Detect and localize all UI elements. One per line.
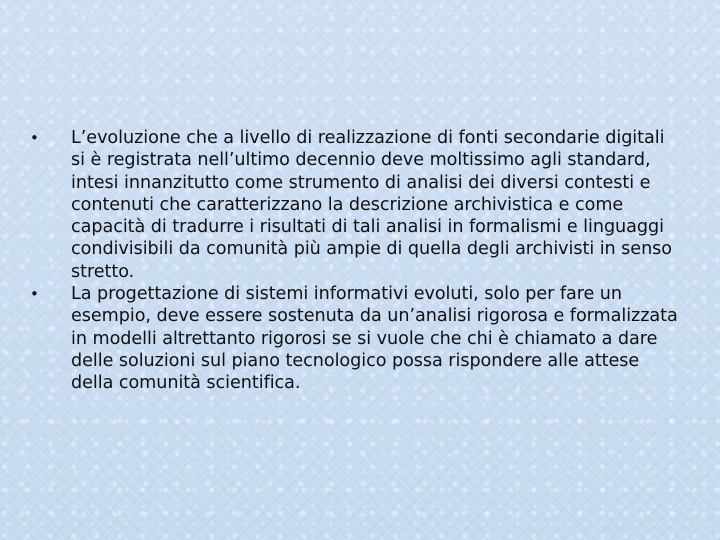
bullet-list [30, 127, 680, 395]
bullet-icon: • [30, 285, 39, 304]
bullet-text: L’evoluzione che a livello di realizzazione di fonti secondarie digitali si è registrata nell’ultimo decennio deve moltissimo agli standard, intesi innanzitutto come strumento di analisi dei diversi contesti e contenuti che caratterizzano la descrizione archivistica e come capacità di tradurre i risultati di tali analisi in formalismi e linguaggi condivisibili da comunità più ampie di quella degli archivisti in senso stretto. [71, 128, 673, 282]
bullet-item [30, 127, 680, 283]
bullet-text: La progettazione di sistemi informativi evoluti, solo per fare un esempio, deve essere sostenuta da un’analisi rigorosa e formalizzata in modelli altrettanto rigorosi se si vuole che chi è chiamato a dare delle soluzioni sul piano tecnologico possa rispondere alle attese della comunità scientifica. [71, 284, 678, 394]
bullet-icon: • [30, 129, 39, 147]
bullet-item [30, 283, 680, 394]
